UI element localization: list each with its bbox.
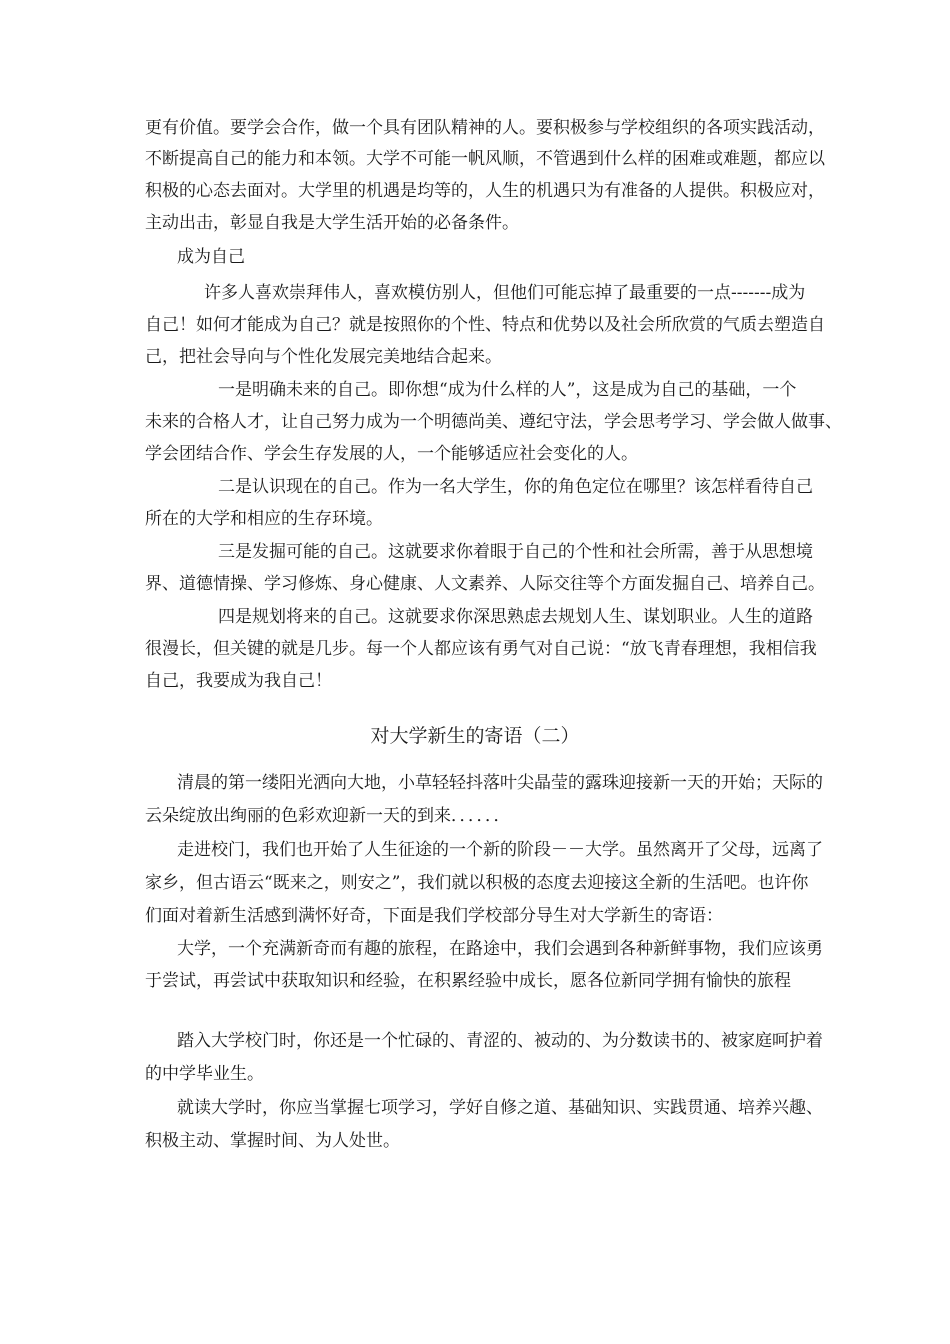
text-line: 界、道德情操、学习修炼、身心健康、人文素养、人际交往等个方面发掘自己、培养自己。 — [145, 574, 825, 594]
text-line: 更有价值。要学会合作，做一个具有团队精神的人。要积极参与学校组织的各项实践活动， — [145, 118, 825, 138]
text-line: 所在的大学和相应的生存环境。 — [145, 509, 383, 529]
text-line: 不断提高自己的能力和本领。大学不可能一帆风顺，不管遇到什么样的困难或难题，都应以 — [145, 149, 825, 169]
section-title: 对大学新生的寄语（二） — [370, 725, 580, 747]
text-line: 家乡，但古语云“既来之，则安之”，我们就以积极的态度去迎接这全新的生活吧。也许你 — [145, 873, 809, 893]
text-line: 许多人喜欢崇拜伟人，喜欢模仿别人，但他们可能忘掉了最重要的一点-------成为 — [204, 283, 806, 303]
text-line: 三是发掘可能的自己。这就要求你着眼于自己的个性和社会所需，善于从思想境 — [218, 542, 813, 562]
text-line: 积极的心态去面对。大学里的机遇是均等的，人生的机遇只为有准备的人提供。积极应对， — [145, 181, 825, 201]
text-line: 自己！如何才能成为自己？就是按照你的个性、特点和优势以及社会所欣赏的气质去塑造自 — [145, 315, 825, 335]
text-line: 己，把社会导向与个性化发展完美地结合起来。 — [145, 347, 502, 367]
text-line: 云朵绽放出绚丽的色彩欢迎新一天的到来．．．．．． — [145, 806, 511, 826]
text-line: 四是规划将来的自己。这就要求你深思熟虑去规划人生、谋划职业。人生的道路 — [218, 607, 813, 627]
text-line: 未来的合格人才，让自己努力成为一个明德尚美、遵纪守法，学会思考学习、学会做人做事、 — [145, 412, 842, 432]
text-line: 大学，一个充满新奇而有趣的旅程，在路途中，我们会遇到各种新鲜事物，我们应该勇 — [177, 939, 823, 959]
subheading: 成为自己 — [177, 247, 245, 267]
text-line: 走进校门，我们也开始了人生征途的一个新的阶段－－大学。虽然离开了父母，远离了 — [177, 840, 823, 860]
text-line: 们面对着新生活感到满怀好奇，下面是我们学校部分导生对大学新生的寄语： — [145, 906, 723, 926]
text-line: 一是明确未来的自己。即你想“成为什么样的人”，这是成为自己的基础，一个 — [218, 380, 797, 400]
text-line: 就读大学时，你应当掌握七项学习，学好自修之道、基础知识、实践贯通、培养兴趣、 — [177, 1098, 823, 1118]
text-line: 积极主动、掌握时间、为人处世。 — [145, 1131, 400, 1151]
text-line: 学会团结合作、学会生存发展的人，一个能够适应社会变化的人。 — [145, 444, 638, 464]
text-line: 主动出击，彰显自我是大学生活开始的必备条件。 — [145, 213, 519, 233]
text-line: 二是认识现在的自己。作为一名大学生，你的角色定位在哪里？该怎样看待自己 — [218, 477, 813, 497]
text-line: 很漫长，但关键的就是几步。每一个人都应该有勇气对自己说：“放飞青春理想，我相信我 — [145, 639, 817, 659]
text-line: 踏入大学校门时，你还是一个忙碌的、青涩的、被动的、为分数读书的、被家庭呵护着 — [177, 1031, 823, 1051]
text-line: 清晨的第一缕阳光洒向大地，小草轻轻抖落叶尖晶莹的露珠迎接新一天的开始；天际的 — [177, 773, 823, 793]
text-line: 于尝试，再尝试中获取知识和经验，在积累经验中成长，愿各位新同学拥有愉快的旅程 — [145, 971, 791, 991]
text-line: 自己，我要成为我自己！ — [145, 671, 332, 691]
text-line: 的中学毕业生。 — [145, 1064, 264, 1084]
